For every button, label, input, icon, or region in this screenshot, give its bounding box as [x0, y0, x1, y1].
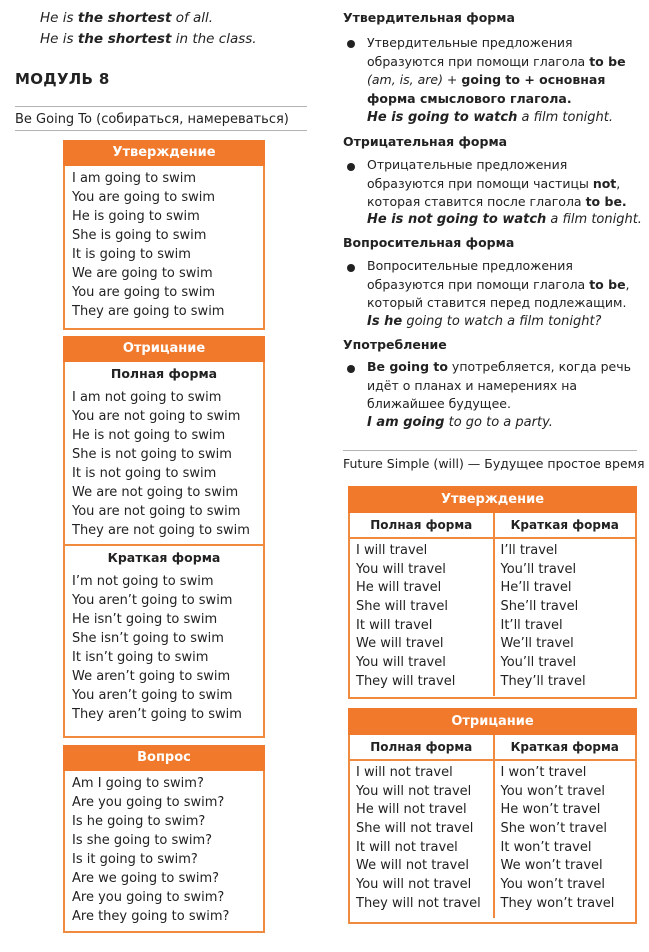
list-item: He isn’t going to swim — [72, 612, 218, 627]
column-lines — [350, 761, 493, 918]
list-item: He will travel — [356, 580, 442, 596]
list-item: You aren’t going to swim — [72, 593, 233, 608]
list-item: I will not travel — [356, 765, 453, 780]
list-item: It isn’t going to swim — [72, 650, 209, 665]
list-item: I will travel — [356, 543, 428, 558]
bullet-icon — [347, 365, 355, 373]
list-item: We will travel — [356, 636, 444, 652]
rule-heading-affirmative: Утвердительная форма — [343, 10, 515, 25]
list-item: You are not going to swim — [72, 409, 241, 424]
rule-heading-usage: Употребление — [343, 337, 447, 352]
list-item: Is he going to swim? — [72, 814, 206, 829]
list-item: She will travel — [356, 599, 448, 615]
list-item: You will travel — [356, 561, 446, 577]
list-item: He will not travel — [356, 802, 467, 818]
module-title: МОДУЛЬ 8 — [15, 70, 110, 88]
rule-text-usage: Be going to употребляется, когда речь идёт о планах и намерениях на ближайшее будущее. — [367, 359, 631, 411]
column-heading: Краткая форма — [495, 513, 636, 539]
box-heading: Утверждение — [63, 140, 265, 166]
table-heading: Утверждение — [348, 486, 637, 513]
list-item: We aren’t going to swim — [72, 669, 231, 684]
rule-text-question: Вопросительные предложения образуются при помощи глагола to be, который ставится перед подлежащим. — [367, 258, 630, 310]
table-heading: Отрицание — [348, 708, 637, 735]
short-form-column — [493, 513, 636, 696]
list-item: Are we going to swim? — [72, 871, 220, 886]
list-item: You are going to swim — [72, 190, 215, 205]
negative-full-lines — [65, 386, 263, 540]
list-item: You’ll travel — [500, 561, 577, 577]
list-item: It won’t travel — [500, 839, 592, 855]
list-item: I’m not going to swim — [72, 574, 214, 589]
full-form-heading: Полная форма — [110, 366, 218, 381]
section-divider — [15, 130, 307, 131]
box-heading: Вопрос — [63, 745, 265, 771]
list-item: Is she going to swim? — [72, 833, 213, 848]
list-item: Is it going to swim? — [72, 852, 198, 867]
rule-example-usage: I am going to go to a party. — [367, 415, 553, 430]
list-item: It’ll travel — [500, 617, 563, 633]
list-item: It is not going to swim — [72, 466, 217, 481]
list-item: They will travel — [356, 673, 456, 689]
list-item: Are they going to swim? — [72, 909, 230, 924]
rule-example-affirmative: He is going to watch a film tonight. — [367, 110, 614, 125]
bullet-icon — [347, 163, 355, 171]
column-lines — [495, 761, 636, 918]
list-item: It is going to swim — [72, 247, 191, 262]
column-heading: Краткая форма — [495, 735, 636, 761]
going-to-negative-box — [63, 336, 265, 738]
list-item: They’ll travel — [500, 673, 586, 689]
list-item: She will not travel — [356, 821, 474, 837]
list-item: You’ll travel — [500, 655, 577, 671]
bullet-icon — [347, 40, 355, 48]
list-item: We will not travel — [356, 858, 469, 874]
list-item: She isn’t going to swim — [72, 631, 224, 646]
rule-text-affirmative: Утвердительные предложения образуются при помощи глагола to be (am, is, are) + going to + основная форма смыслового глагола. — [367, 35, 626, 106]
list-item: It will not travel — [356, 839, 458, 855]
section-divider — [15, 106, 307, 107]
rule-example-negative: He is not going to watch a film tonight. — [367, 212, 642, 227]
question-lines — [65, 771, 263, 926]
full-form-column — [350, 513, 493, 696]
list-item: She is going to swim — [72, 228, 207, 243]
negative-short-lines — [65, 570, 263, 724]
list-item: He is going to swim — [72, 209, 200, 224]
going-to-question-box — [63, 745, 265, 933]
future-affirmative-table — [348, 486, 637, 699]
list-item: Are you going to swim? — [72, 795, 225, 810]
list-item: You are going to swim — [72, 285, 215, 300]
list-item: They won’t travel — [500, 895, 615, 911]
list-item: She is not going to swim — [72, 447, 232, 462]
list-item: We won’t travel — [500, 858, 603, 874]
list-item: They aren’t going to swim — [72, 707, 242, 722]
list-item: You will travel — [356, 655, 446, 671]
intro-line-2: He is the shortest in the class. — [40, 31, 257, 47]
list-item: Am I going to swim? — [72, 776, 204, 791]
intro-line-1: He is the shortest of all. — [40, 10, 214, 26]
full-form-column — [350, 735, 493, 918]
list-item: We are not going to swim — [72, 485, 239, 500]
list-item: I’ll travel — [500, 543, 558, 558]
short-form-column — [493, 735, 636, 918]
list-item: You won’t travel — [500, 783, 605, 799]
list-item: They are not going to swim — [72, 523, 250, 538]
future-simple-title: Future Simple (will) — Будущее простое время — [343, 456, 645, 471]
column-lines — [350, 539, 493, 696]
short-form-heading: Краткая форма — [107, 550, 221, 565]
rule-example-question: Is he going to watch a film tonight? — [367, 314, 602, 329]
column-lines — [495, 539, 636, 696]
table-columns — [350, 735, 635, 918]
rule-heading-question: Вопросительная форма — [343, 235, 515, 250]
list-item: She won’t travel — [500, 821, 608, 837]
list-item: You won’t travel — [500, 877, 605, 893]
future-negative-table — [348, 708, 637, 924]
list-item: It will travel — [356, 617, 433, 633]
list-item: You will not travel — [356, 877, 472, 893]
affirmative-lines — [65, 166, 263, 321]
list-item: He’ll travel — [500, 580, 572, 596]
section-divider — [343, 450, 637, 451]
list-item: You aren’t going to swim — [72, 688, 233, 703]
list-item: I am not going to swim — [72, 390, 222, 405]
list-item: We are going to swim — [72, 266, 213, 281]
table-columns — [350, 513, 635, 696]
list-item: You are not going to swim — [72, 504, 241, 519]
list-item: I am going to swim — [72, 171, 197, 186]
list-item: We’ll travel — [500, 636, 574, 652]
list-item: You will not travel — [356, 783, 472, 799]
going-to-title: Be Going To (собираться, намереваться) — [15, 112, 289, 127]
bullet-icon — [347, 264, 355, 272]
column-heading: Полная форма — [350, 513, 493, 539]
rule-heading-negative: Отрицательная форма — [343, 134, 508, 149]
going-to-affirmative-box — [63, 140, 265, 330]
list-item: They are going to swim — [72, 304, 225, 319]
list-item: Are you going to swim? — [72, 890, 225, 905]
list-item: I won’t travel — [500, 765, 587, 780]
box-heading: Отрицание — [63, 336, 265, 362]
rule-text-negative: Отрицательные предложения образуются при помощи частицы not, которая ставится после глагола to be. — [367, 157, 627, 209]
list-item: She’ll travel — [500, 599, 579, 615]
list-item: He is not going to swim — [72, 428, 226, 443]
column-heading: Полная форма — [350, 735, 493, 761]
list-item: They will not travel — [356, 895, 481, 911]
list-item: He won’t travel — [500, 802, 601, 818]
